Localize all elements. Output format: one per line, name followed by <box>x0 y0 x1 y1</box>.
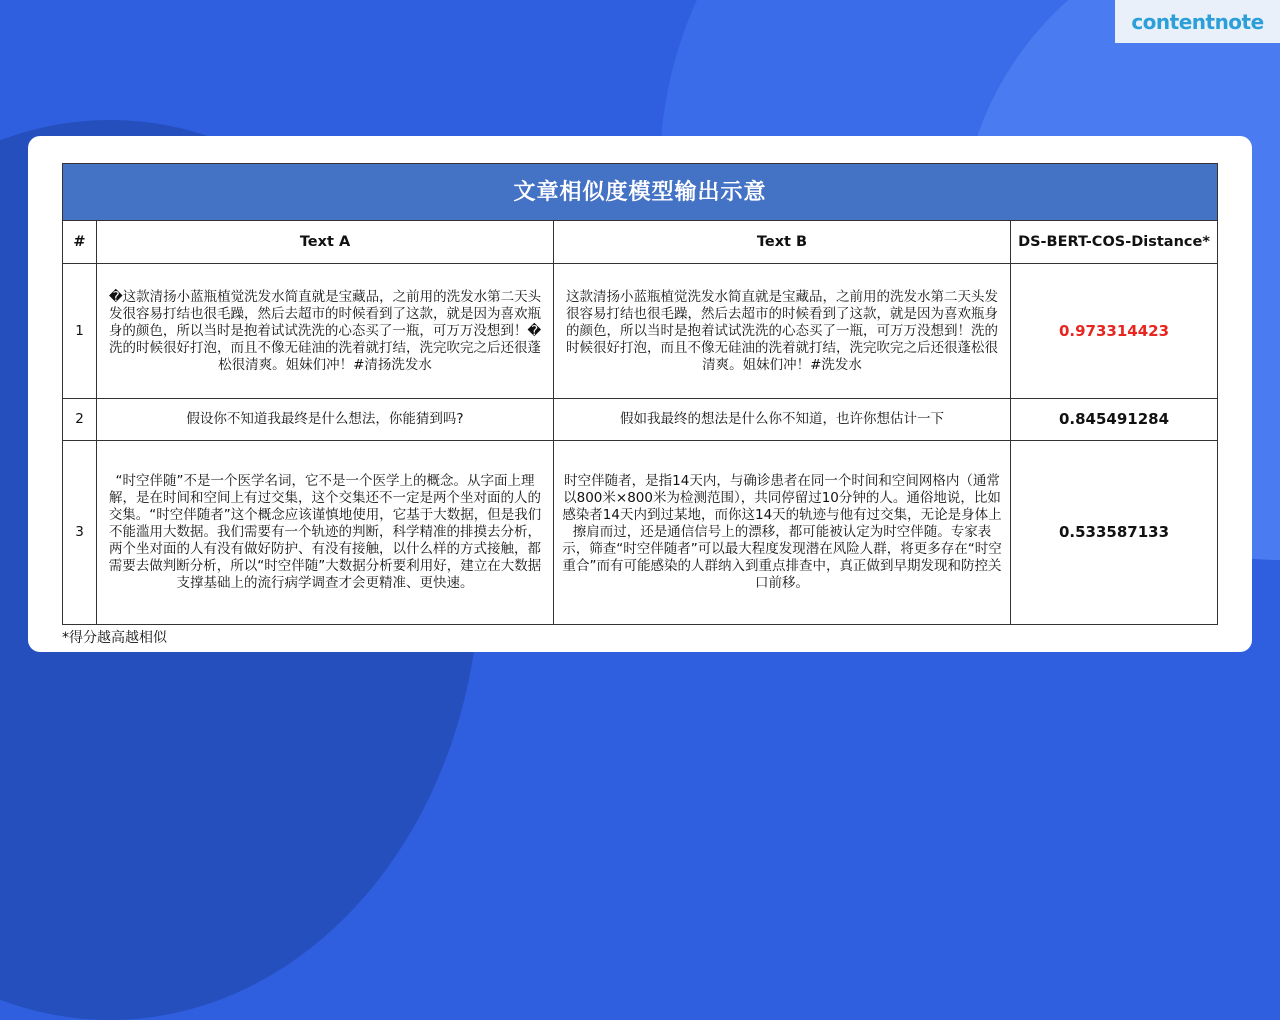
score-cell: 0.845491284 <box>1011 399 1218 441</box>
table-row <box>63 441 1218 625</box>
table-header-row <box>63 221 1218 264</box>
content-card <box>28 136 1252 652</box>
footnote: *得分越高越相似 <box>62 630 167 646</box>
similarity-table <box>62 163 1218 625</box>
table-title-row <box>63 164 1218 221</box>
row-number: 3 <box>63 441 97 625</box>
header-score: DS-BERT-COS-Distance* <box>1011 221 1218 264</box>
text-a-cell: “时空伴随”不是一个医学名词，它不是一个医学上的概念。从字面上理解，是在时间和空间上有过交集，这个交集还不一定是两个坐对面的人的交集。“时空伴随者”这个概念应该谨慎地使用，它基于大数据，但是我们不能滥用大数据。我们需要有一个轨迹的判断，科学精准的排摸去分析，两个坐对面的人有没有做好防护、有没有接触，以什么样的方式接触，都需要去做判断分析，所以“时空伴随”大数据分析要利用好，建立在大数据支撑基础上的流行病学调查才会更精准、更快速。 <box>97 441 554 625</box>
header-number: # <box>63 221 97 264</box>
header-text-b: Text B <box>554 221 1011 264</box>
text-a-cell: �这款清扬小蓝瓶植觉洗发水简直就是宝藏品，之前用的洗发水第二天头发很容易打结也很毛躁，然后去超市的时候看到了这款，就是因为喜欢瓶身的颜色，所以当时是抱着试试洗洗的心态买了一瓶，可万万没想到！�洗的时候很好打泡，而且不像无硅油的洗着就打结，洗完吹完之后还很蓬松很清爽。姐妹们冲！#清扬洗发水 <box>97 264 554 399</box>
text-b-cell: 假如我最终的想法是什么你不知道，也许你想估计一下 <box>554 399 1011 441</box>
text-b-cell: 这款清扬小蓝瓶植觉洗发水简直就是宝藏品，之前用的洗发水第二天头发很容易打结也很毛躁，然后去超市的时候看到了这款，就是因为喜欢瓶身的颜色，所以当时是抱着试试洗洗的心态买了一瓶，可万万没想到！洗的时候很好打泡，而且不像无硅油的洗着就打结，洗完吹完之后还很蓬松很清爽。姐妹们冲！#洗发水 <box>554 264 1011 399</box>
header-text-a: Text A <box>97 221 554 264</box>
score-cell: 0.533587133 <box>1011 441 1218 625</box>
table-row <box>63 264 1218 399</box>
row-number: 2 <box>63 399 97 441</box>
text-b-cell: 时空伴随者，是指14天内，与确诊患者在同一个时间和空间网格内（通常以800米×800米为检测范围），共同停留过10分钟的人。通俗地说，比如感染者14天内到过某地，而你这14天的轨迹与他有过交集，无论是身体上擦肩而过，还是通信信号上的漂移，都可能被认定为时空伴随。专家表示，筛查“时空伴随者”可以最大程度发现潜在风险人群，将更多存在“时空重合”而有可能感染的人群纳入到重点排查中，真正做到早期发现和防控关口前移。 <box>554 441 1011 625</box>
table-title: 文章相似度模型输出示意 <box>63 164 1218 221</box>
contentnote-logo: contentnote <box>1115 0 1280 43</box>
score-cell: 0.973314423 <box>1011 264 1218 399</box>
row-number: 1 <box>63 264 97 399</box>
text-a-cell: 假设你不知道我最终是什么想法，你能猜到吗? <box>97 399 554 441</box>
table-row <box>63 399 1218 441</box>
